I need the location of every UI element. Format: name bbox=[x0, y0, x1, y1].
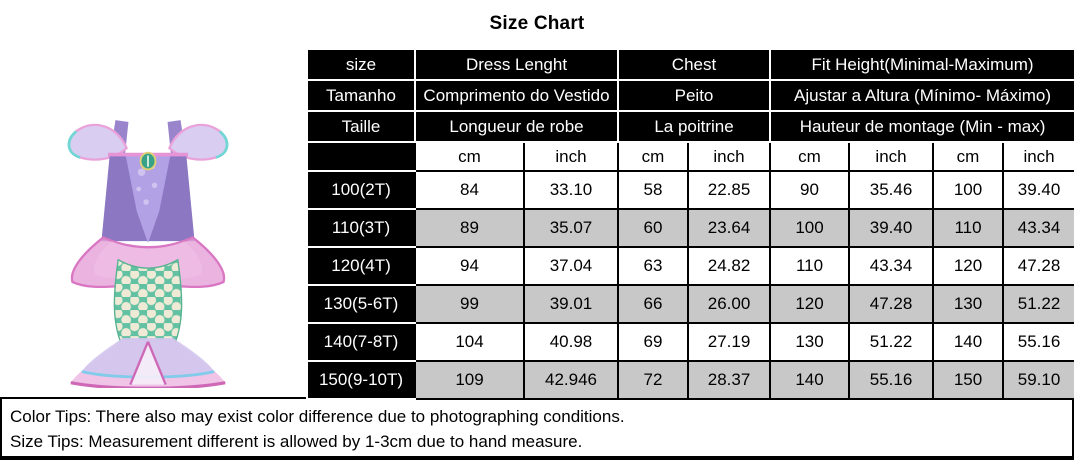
size-cell: 100(2T) bbox=[307, 171, 415, 209]
value-cell: 120 bbox=[770, 285, 849, 323]
table-row-110-3t bbox=[307, 209, 1074, 247]
value-cell: 63 bbox=[618, 247, 688, 285]
value-cell: 42.946 bbox=[524, 361, 618, 399]
value-cell: 109 bbox=[415, 361, 524, 399]
value-cell: 39.01 bbox=[524, 285, 618, 323]
unit-cell: cm bbox=[933, 142, 1003, 171]
value-cell: 150 bbox=[933, 361, 1003, 399]
value-cell: 47.28 bbox=[1003, 247, 1074, 285]
header-size-en: size bbox=[307, 49, 415, 80]
value-cell: 99 bbox=[415, 285, 524, 323]
size-cell: 110(3T) bbox=[307, 209, 415, 247]
value-cell: 90 bbox=[770, 171, 849, 209]
page-title: Size Chart bbox=[489, 13, 585, 34]
value-cell: 23.64 bbox=[688, 209, 770, 247]
table-row-140-7-8t bbox=[307, 323, 1074, 361]
value-cell: 100 bbox=[933, 171, 1003, 209]
header-dress-length-pt: Comprimento do Vestido bbox=[415, 80, 618, 111]
value-cell: 51.22 bbox=[849, 323, 933, 361]
value-cell: 110 bbox=[933, 209, 1003, 247]
unit-cell: inch bbox=[1003, 142, 1074, 171]
value-cell: 26.00 bbox=[688, 285, 770, 323]
size-cell: 130(5-6T) bbox=[307, 285, 415, 323]
size-tip-line: Size Tips: Measurement different is allowed by 1-3cm due to hand measure. bbox=[10, 432, 583, 451]
header-size-pt: Tamanho bbox=[307, 80, 415, 111]
value-cell: 60 bbox=[618, 209, 688, 247]
size-cell: 120(4T) bbox=[307, 247, 415, 285]
table-row-130-5-6t bbox=[307, 285, 1074, 323]
value-cell: 43.34 bbox=[849, 247, 933, 285]
value-cell: 104 bbox=[415, 323, 524, 361]
value-cell: 47.28 bbox=[849, 285, 933, 323]
units-row bbox=[307, 142, 1074, 171]
value-cell: 140 bbox=[933, 323, 1003, 361]
value-cell: 72 bbox=[618, 361, 688, 399]
table-row-100-2t bbox=[307, 171, 1074, 209]
dress-scale-skirt bbox=[114, 259, 181, 345]
main-content bbox=[0, 48, 1074, 397]
value-cell: 55.16 bbox=[849, 361, 933, 399]
value-cell: 94 bbox=[415, 247, 524, 285]
value-cell: 55.16 bbox=[1003, 323, 1074, 361]
value-cell: 35.07 bbox=[524, 209, 618, 247]
value-cell: 66 bbox=[618, 285, 688, 323]
value-cell: 39.40 bbox=[1003, 171, 1074, 209]
value-cell: 84 bbox=[415, 171, 524, 209]
value-cell: 27.19 bbox=[688, 323, 770, 361]
unit-cell: cm bbox=[415, 142, 524, 171]
value-cell: 39.40 bbox=[849, 209, 933, 247]
units-spacer-cell bbox=[307, 142, 415, 171]
header-row-fr bbox=[307, 111, 1074, 142]
value-cell: 28.37 bbox=[688, 361, 770, 399]
mermaid-dress-image bbox=[13, 58, 283, 388]
header-row-pt bbox=[307, 80, 1074, 111]
value-cell: 140 bbox=[770, 361, 849, 399]
value-cell: 40.98 bbox=[524, 323, 618, 361]
unit-cell: cm bbox=[618, 142, 688, 171]
value-cell: 100 bbox=[770, 209, 849, 247]
value-cell: 33.10 bbox=[524, 171, 618, 209]
value-cell: 120 bbox=[933, 247, 1003, 285]
dress-bodice bbox=[101, 152, 194, 242]
unit-cell: inch bbox=[688, 142, 770, 171]
header-fit-height-pt: Ajustar a Altura (Mínimo- Máximo) bbox=[770, 80, 1074, 111]
header-dress-length-fr: Longueur de robe bbox=[415, 111, 618, 142]
dress-tail bbox=[71, 337, 226, 387]
title-band bbox=[0, 0, 1074, 48]
header-row-en bbox=[307, 49, 1074, 80]
color-tip-line: Color Tips: There also may exist color difference due to photographing conditions. bbox=[10, 407, 625, 426]
value-cell: 37.04 bbox=[524, 247, 618, 285]
unit-cell: cm bbox=[770, 142, 849, 171]
value-cell: 22.85 bbox=[688, 171, 770, 209]
table-row-150-9-10t bbox=[307, 361, 1074, 399]
unit-cell: inch bbox=[524, 142, 618, 171]
value-cell: 58 bbox=[618, 171, 688, 209]
value-cell: 89 bbox=[415, 209, 524, 247]
header-dress-length-en: Dress Lenght bbox=[415, 49, 618, 80]
value-cell: 35.46 bbox=[849, 171, 933, 209]
value-cell: 59.10 bbox=[1003, 361, 1074, 399]
value-cell: 110 bbox=[770, 247, 849, 285]
header-fit-height-fr: Hauteur de montage (Min - max) bbox=[770, 111, 1074, 142]
value-cell: 43.34 bbox=[1003, 209, 1074, 247]
header-chest-pt: Peito bbox=[618, 80, 770, 111]
header-fit-height-en: Fit Height(Minimal-Maximum) bbox=[770, 49, 1074, 80]
value-cell: 130 bbox=[933, 285, 1003, 323]
product-photo bbox=[0, 48, 296, 397]
value-cell: 69 bbox=[618, 323, 688, 361]
value-cell: 51.22 bbox=[1003, 285, 1074, 323]
size-cell: 150(9-10T) bbox=[307, 361, 415, 399]
size-table bbox=[306, 48, 1074, 400]
header-chest-fr: La poitrine bbox=[618, 111, 770, 142]
tips-note bbox=[0, 397, 1074, 460]
value-cell: 130 bbox=[770, 323, 849, 361]
value-cell: 24.82 bbox=[688, 247, 770, 285]
size-table-wrap bbox=[306, 48, 1074, 397]
unit-cell: inch bbox=[849, 142, 933, 171]
size-cell: 140(7-8T) bbox=[307, 323, 415, 361]
table-row-120-4t bbox=[307, 247, 1074, 285]
header-size-fr: Taille bbox=[307, 111, 415, 142]
header-chest-en: Chest bbox=[618, 49, 770, 80]
